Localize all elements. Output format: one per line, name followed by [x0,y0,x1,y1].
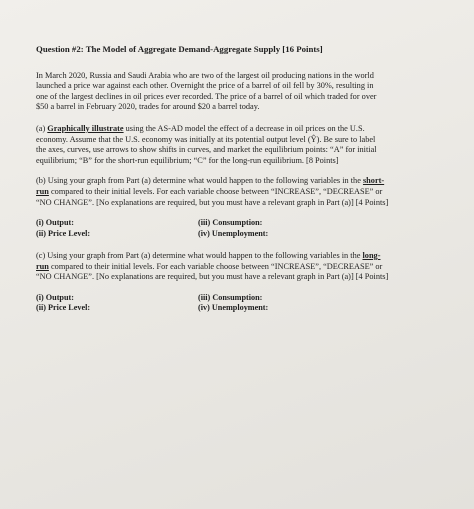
question-content [36,44,446,326]
part-a-line: the axes, curves, use arrows to show shifts in curves, and market the equilibrium points: “A” for initial [36,145,377,155]
price-level-label: (ii) Price Level: [36,303,91,313]
intro-line: $50 a barrel in February 2020, trades for around $20 a barrel today. [36,102,260,112]
output-label: (i) Output: [36,218,74,228]
output-label: (i) Output: [36,292,74,302]
part-a-line1-rest: using the AS-AD model the effect of a decrease in oil prices on the U.S. [123,123,365,133]
part-b-run-emphasis: run [36,186,49,196]
part-c-line [36,251,446,262]
part-a [36,124,446,166]
part-c-line2-rest: compared to their initial levels. For each variable choose between “INCREASE”, “DECREASE” or [48,261,383,271]
part-a-lead: (a) [36,123,48,133]
part-c [36,251,446,283]
intro-line: one of the largest declines in oil prices ever recorded. The price of a barrel of oil which traded for over [36,91,377,101]
part-b-variables [36,218,446,239]
intro-paragraph [36,71,446,113]
part-b-line2-rest: compared to their initial levels. For each variable choose between “INCREASE”, “DECREASE” or [48,186,383,196]
intro-line: launched a price war against each other. Overnight the price of a barrel of oil fell by 30%, resulting in [36,81,374,91]
unemployment-label: (iv) Unemployment: [198,303,269,313]
unemployment-label: (iv) Unemployment: [198,228,269,238]
consumption-label: (iii) Consumption: [198,292,263,302]
part-b-short-emphasis: short- [362,176,385,186]
part-a-line: equilibrium; “B” for the short-run equilibrium; “C” for the long-run equilibrium. [8 Points] [36,155,339,165]
part-a-line: economy. Assume that the U.S. economy was initially at its potential output level (Ŷ). Be sure to label [36,134,376,144]
part-b-line [36,176,446,187]
intro-line: In March 2020, Russia and Saudi Arabia who are two of the largest oil producing nations in the world [36,70,374,80]
part-c-long-emphasis: long- [362,250,381,260]
part-b-line1-pre: (b) Using your graph from Part (a) determine what would happen to the following variables in the [36,176,363,186]
part-c-line1-pre: (c) Using your graph from Part (a) determine what would happen to the following variables in the [36,250,363,260]
part-a-emphasis: Graphically illustrate [47,123,124,133]
price-level-label: (ii) Price Level: [36,228,91,238]
part-b-line: “NO CHANGE”. [No explanations are required, but you must have a relevant graph in Part (a)] [4 Points] [36,197,389,207]
part-c-run-emphasis: run [36,261,49,271]
part-a-line [36,124,446,135]
consumption-label: (iii) Consumption: [198,218,263,228]
part-b [36,176,446,208]
part-c-line [36,262,446,273]
part-c-line: “NO CHANGE”. [No explanations are required, but you must have a relevant graph in Part (a)] [4 Points] [36,272,389,282]
part-b-line [36,187,446,198]
part-c-variables [36,293,446,314]
question-title: Question #2: The Model of Aggregate Demand-Aggregate Supply [16 Points] [36,44,323,54]
